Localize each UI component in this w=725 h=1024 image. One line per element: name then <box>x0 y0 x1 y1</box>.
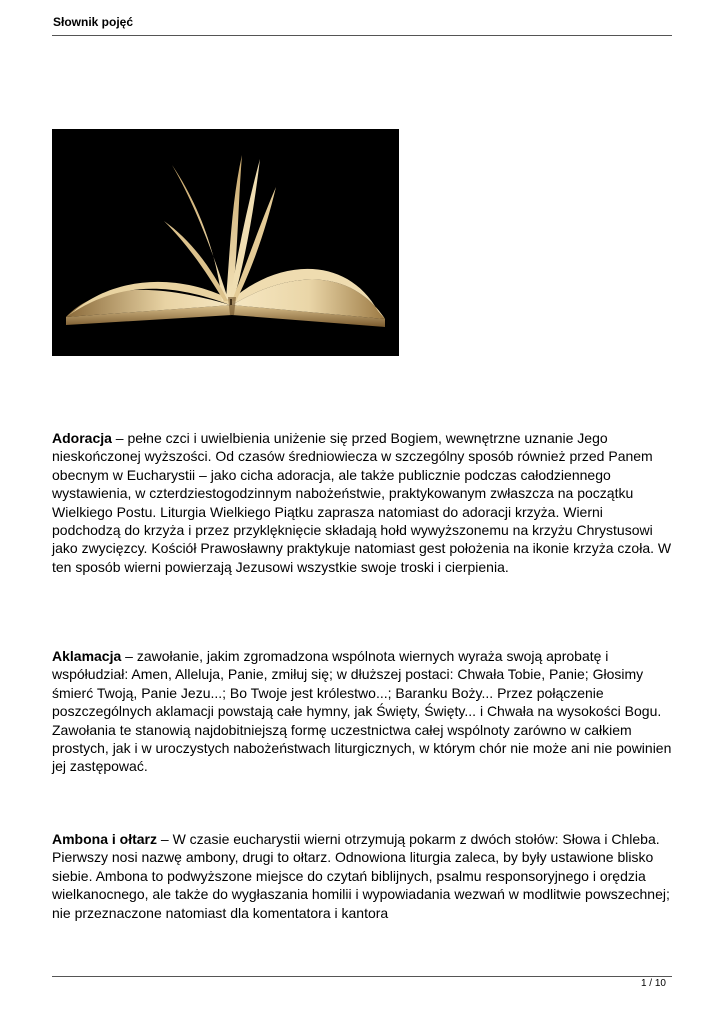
footer-divider <box>52 976 672 977</box>
entry-term: Adoracja <box>52 430 112 446</box>
entry-definition: – W czasie eucharystii wierni otrzymują pokarm z dwóch stołów: Słowa i Chleba. Pierwszy nosi nazwę ambony, drugi to ołtarz. Odnowiona liturgia zaleca, by były ustawione blisko siebie. Ambona to podwyższone miejsce do czytań biblijnych, psalmu responsoryjnego i orędzia wielkanocnego, ale także do wygłaszania homilii i wypowiadania wezwań w modlitwie powszechnej; nie przeznaczone natomiast dla komentatora i kantora <box>52 831 670 921</box>
entry-term: Ambona i ołtarz <box>52 831 158 847</box>
open-book-image <box>52 129 399 356</box>
glossary-entry-aklamacja <box>52 647 672 776</box>
header-divider <box>52 35 672 36</box>
page-number: 1 / 10 <box>640 978 666 989</box>
glossary-entry-adoracja <box>52 429 672 576</box>
glossary-entry-ambona-i-oltarz <box>52 830 672 922</box>
entry-definition: – zawołanie, jakim zgromadzona wspólnota wiernych wyraża swoją aprobatę i współudział: Amen, Alleluja, Panie, zmiłuj się; w dłuższej postaci: Chwała Tobie, Panie; Głosimy śmierć Twoją, Panie Jezu...; Bo Twoje jest królestwo...; Baranku Boży... Przez połączenie poszczególnych aklamacji powstają całe hymny, jak Święty, Święty... i Chwała na wysokości Bogu. Zawołania te stanowią najdobitniejszą formę uczestnictwa całej wspólnoty zarówno w całkiem prostych, jak i w uroczystych nabożeństwach liturgicznych, w którym chór nie może ani nie powinien jej zastępować. <box>52 648 672 775</box>
entry-definition: – pełne czci i uwielbienia uniżenie się przed Bogiem, wewnętrzne uznanie Jego nieskończonej wyższości. Od czasów średniowiecza w szczególny sposób również przed Panem obecnym w Eucharystii – jako cicha adoracja, ale także publicznie podczas całodziennego wystawienia, w czterdziestogodzinnym nabożeństwie, praktykowanym zwłaszcza na początku Wielkiego Postu. Liturgia Wielkiego Piątku zaprasza natomiast do adoracji krzyża. Wierni podchodzą do krzyża i przez przyklęknięcie składają hołd wywyższonemu na krzyżu Chrystusowi jako zwycięzcy. Kościół Prawosławny praktykuje natomiast gest położenia na ikonie krzyża czoła. W ten sposób wierni powierzają Jezusowi wszystkie swoje troski i cierpienia. <box>52 430 672 575</box>
entry-term: Aklamacja <box>52 648 122 664</box>
document-header-title: Słownik pojęć <box>53 15 134 29</box>
